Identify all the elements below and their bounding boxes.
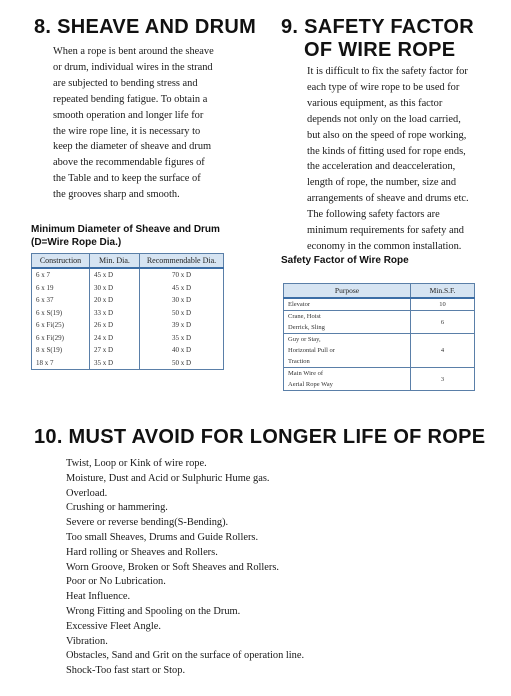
paragraph-line: the Table and to keep the surface of [53,173,201,185]
list-item: Obstacles, Sand and Grit on the surface of operation line. [66,650,305,662]
table-row [32,332,224,345]
table-cell: 6 x 37 [32,294,90,307]
table-cell: 8 x S(19) [32,344,90,357]
paragraph-line: The following safety factors are [307,209,440,221]
purpose-line: Main Wire of [288,370,323,377]
purpose-cell [284,311,411,334]
section9-paragraph [307,64,469,255]
sheave-diameter-table [31,253,224,370]
table-cell: 39 x D [140,319,224,332]
list-item: Shock-Too fast start or Stop. [66,665,186,677]
table-row [32,344,224,357]
section10-heading: 10. MUST AVOID FOR LONGER LIFE OF ROPE [34,426,486,448]
purpose-line: Aerial Rope Way [288,381,333,388]
list-item: Moisture, Dust and Acid or Sulphuric Hume gas. [66,472,270,484]
list-item: Too small Sheaves, Drums and Guide Rollers. [66,531,259,543]
list-item: Crushing or hammering. [66,502,168,514]
section8-paragraph [53,44,214,203]
paragraph-line: or drum, individual wires in the strand [53,61,213,73]
paragraph-line: the acceleration and deacceleration, [307,161,456,173]
paragraph-line: minimum requirements for safety and [307,225,464,237]
table-cell: 40 x D [140,344,224,357]
table-cell: 26 x D [90,319,140,332]
section9-heading [281,16,474,62]
purpose-cell [284,334,411,368]
list-item: Worn Groove, Broken or Soft Sheaves and Rollers. [66,561,279,573]
table-cell: 6 x Fi(29) [32,332,90,345]
table-cell: 6 x Fi(25) [32,319,90,332]
purpose-cell [284,298,411,311]
table-row [32,294,224,307]
paragraph-line: the grooves sharp and smooth. [53,189,180,201]
purpose-cell [284,368,411,391]
column-header: Recommendable Dia. [140,254,224,269]
list-item: Wrong Fitting and Spooling on the Drum. [66,605,241,617]
table-cell: 6 x 19 [32,282,90,295]
table-row [32,307,224,320]
paragraph-line: the wire rope line, it is necessary to [53,125,201,137]
paragraph-line: are subjected to bending stress and [53,77,198,89]
table-cell: 35 x D [140,332,224,345]
table-cell: 6 x 7 [32,268,90,282]
table-cell: 30 x D [90,282,140,295]
table-row [32,319,224,332]
value-cell: 6 [411,311,475,334]
table-cell: 70 x D [140,268,224,282]
value-cell: 3 [411,368,475,391]
column-header: Min.S.F. [411,284,475,299]
value-cell: 4 [411,334,475,368]
purpose-line: Guy or Stay, [288,336,321,343]
purpose-line: Elevator [288,301,311,308]
purpose-line: Derrick, Sling [288,324,325,331]
list-item: Poor or No Lubrication. [66,576,166,588]
paragraph-line: arrangements of sheave and drums etc. [307,193,469,205]
paragraph-line: When a rope is bent around the sheave [53,46,214,57]
table-cell: 6 x S(19) [32,307,90,320]
purpose-line: Traction [288,358,310,365]
list-item: Twist, Loop or Kink of wire rope. [66,458,207,469]
paragraph-line: repeated bending fatigue. To obtain a [53,93,208,105]
table-cell: 33 x D [90,307,140,320]
avoid-list [66,457,304,679]
caption-line: (D=Wire Rope Dia.) [31,237,122,248]
table-row [284,298,475,311]
table-cell: 50 x D [140,357,224,370]
list-item: Hard rolling or Sheaves and Rollers. [66,546,218,558]
table-cell: 18 x 7 [32,357,90,370]
column-header: Min. Dia. [90,254,140,269]
section8-heading: 8. SHEAVE AND DRUM [34,16,257,38]
paragraph-line: smooth operation and longer life for [53,109,204,121]
list-item: Severe or reverse bending(S-Bending). [66,517,229,529]
table-row [32,282,224,295]
sheave-table-caption [31,223,220,249]
heading-line: OF WIRE ROPE [304,39,456,61]
column-header: Purpose [284,284,411,299]
table-row [32,268,224,282]
heading-line: 9. SAFETY FACTOR [281,16,474,38]
table-cell: 50 x D [140,307,224,320]
column-header: Construction [32,254,90,269]
value-cell: 10 [411,298,475,311]
table-cell: 30 x D [140,294,224,307]
paragraph-line: above the recommendable figures of [53,157,205,169]
table-row [32,357,224,370]
caption-line: Minimum Diameter of Sheave and Drum [31,224,220,235]
table-cell: 24 x D [90,332,140,345]
paragraph-line: It is difficult to fix the safety factor for [307,66,468,77]
table-row [284,311,475,334]
table-cell: 35 x D [90,357,140,370]
table-cell: 45 x D [90,268,140,282]
table-cell: 20 x D [90,294,140,307]
paragraph-line: but also on the speed of rope working, [307,129,467,141]
table-row [284,368,475,391]
table-row [284,334,475,368]
list-item: Heat Influence. [66,591,131,603]
paragraph-line: depends not only on the load carried, [307,113,461,125]
list-item: Vibration. [66,635,108,647]
table-header-row [284,284,475,299]
purpose-line: Crane, Hoist [288,313,321,320]
paragraph-line: each type of wire rope to be used for [307,81,460,93]
safety-table-caption: Safety Factor of Wire Rope [281,255,409,266]
table-header-row [32,254,224,269]
paragraph-line: economy in the common installation. [307,240,462,252]
paragraph-line: the kinds of fitting used for rope ends, [307,145,466,157]
paragraph-line: various equipment, as this factor [307,97,443,109]
paragraph-line: keep the diameter of sheave and drum [53,141,212,153]
list-item: Excessive Fleet Angle. [66,620,161,632]
table-cell: 27 x D [90,344,140,357]
table-cell: 45 x D [140,282,224,295]
safety-factor-table [283,283,475,391]
list-item: Overload. [66,487,108,499]
purpose-line: Horizontal Pull or [288,347,335,354]
paragraph-line: length of rope, the number, size and [307,177,457,189]
